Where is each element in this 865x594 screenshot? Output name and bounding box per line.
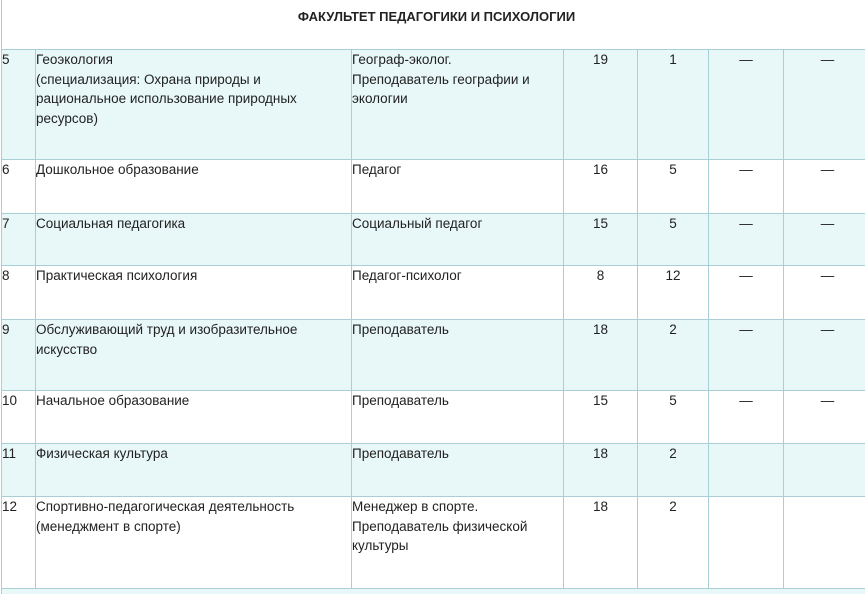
qualification-cell bbox=[352, 391, 564, 444]
qualification-cell bbox=[352, 266, 564, 320]
count-value-d-cell bbox=[784, 160, 865, 214]
count-value-d-cell bbox=[784, 50, 865, 160]
row-number: 10 bbox=[2, 393, 18, 408]
table-row bbox=[2, 391, 865, 444]
qualification-line: Географ-эколог. bbox=[352, 52, 452, 67]
table-row bbox=[2, 444, 865, 497]
count-value-a: 18 bbox=[592, 446, 609, 461]
count-value-b-cell bbox=[638, 266, 709, 320]
count-value-c-cell bbox=[709, 50, 784, 160]
count-value-d-cell bbox=[784, 320, 865, 391]
specialty-cell bbox=[36, 320, 352, 391]
count-value-c: — bbox=[739, 52, 753, 67]
table-row bbox=[2, 50, 865, 160]
count-value-a: 15 bbox=[592, 393, 609, 408]
count-value-a-cell bbox=[564, 497, 638, 589]
count-value-a-cell bbox=[564, 444, 638, 497]
faculty-table bbox=[1, 0, 865, 594]
count-value-c-cell bbox=[709, 320, 784, 391]
qualification-cell bbox=[352, 320, 564, 391]
specialty-cell bbox=[36, 497, 352, 589]
specialty-line: искусство bbox=[36, 341, 98, 357]
count-value-a-cell bbox=[564, 391, 638, 444]
row-number: 11 bbox=[2, 446, 17, 461]
faculty-header-row bbox=[2, 0, 865, 50]
count-value-c-cell bbox=[709, 160, 784, 214]
specialty-line: Дошкольное образование bbox=[36, 162, 199, 177]
count-value-c: — bbox=[739, 216, 753, 231]
row-number-cell bbox=[2, 497, 36, 589]
count-value-d: — bbox=[820, 393, 835, 408]
row-number: 12 bbox=[2, 499, 18, 514]
table-row bbox=[2, 214, 865, 266]
count-value-b-cell bbox=[638, 320, 709, 391]
partial-row-cell bbox=[2, 589, 865, 594]
row-number: 8 bbox=[2, 268, 10, 283]
specialty-cell bbox=[36, 160, 352, 214]
count-value-a: 15 bbox=[592, 216, 609, 231]
count-value-b: 2 bbox=[669, 499, 677, 514]
qualification-cell bbox=[352, 444, 564, 497]
count-value-b-cell bbox=[638, 444, 709, 497]
count-value-b-cell bbox=[638, 391, 709, 444]
count-value-d-cell bbox=[784, 444, 865, 497]
count-value-d-cell bbox=[784, 391, 865, 444]
faculty-title: ФАКУЛЬТЕТ ПЕДАГОГИКИ И ПСИХОЛОГИИ bbox=[297, 9, 576, 24]
specialty-line: Начальное образование bbox=[36, 393, 190, 408]
row-number: 5 bbox=[2, 52, 10, 67]
qualification-cell bbox=[352, 497, 564, 589]
count-value-c-cell bbox=[709, 497, 784, 589]
specialty-line: (специализация: Охрана природы и bbox=[36, 71, 261, 87]
count-value-d-cell bbox=[784, 266, 865, 320]
specialty-cell bbox=[36, 391, 352, 444]
count-value-d: — bbox=[820, 216, 835, 231]
count-value-b-cell bbox=[638, 214, 709, 266]
table-body bbox=[2, 0, 865, 594]
count-value-d-cell bbox=[784, 497, 865, 589]
qualification-line: Социальный педагог bbox=[352, 216, 483, 231]
count-value-d: — bbox=[820, 52, 835, 67]
specialty-line: Практическая психология bbox=[36, 268, 198, 283]
count-value-a: 8 bbox=[596, 268, 605, 283]
row-number: 7 bbox=[2, 216, 10, 231]
specialty-line: Спортивно-педагогическая деятельность bbox=[36, 499, 295, 514]
row-number-cell bbox=[2, 214, 36, 266]
count-value-c: — bbox=[739, 162, 753, 177]
faculty-title-cell bbox=[2, 0, 865, 50]
row-number-cell bbox=[2, 320, 36, 391]
table-row bbox=[2, 497, 865, 589]
count-value-b: 2 bbox=[669, 322, 677, 337]
row-number-cell bbox=[2, 391, 36, 444]
count-value-d: — bbox=[820, 162, 835, 177]
qualification-cell bbox=[352, 214, 564, 266]
count-value-a: 19 bbox=[592, 52, 609, 67]
count-value-a-cell bbox=[564, 266, 638, 320]
count-value-a: 18 bbox=[592, 322, 609, 337]
qualification-cell bbox=[352, 160, 564, 214]
qualification-line: Преподаватель bbox=[352, 393, 449, 408]
count-value-b: 5 bbox=[669, 393, 677, 408]
count-value-b: 12 bbox=[665, 268, 681, 283]
count-value-d: — bbox=[820, 268, 835, 283]
row-number: 9 bbox=[2, 322, 10, 337]
qualification-line: Преподаватель географии и bbox=[352, 71, 530, 87]
table-row bbox=[2, 160, 865, 214]
count-value-a: 16 bbox=[592, 162, 609, 177]
row-number: 6 bbox=[2, 162, 10, 177]
table-row-partial bbox=[2, 589, 865, 594]
specialty-cell bbox=[36, 50, 352, 160]
specialty-line: (менеджмент в спорте) bbox=[36, 518, 181, 534]
count-value-a-cell bbox=[564, 320, 638, 391]
count-value-a-cell bbox=[564, 160, 638, 214]
row-number-cell bbox=[2, 266, 36, 320]
qualification-line: культуры bbox=[352, 538, 409, 553]
specialty-line: Геоэкология bbox=[36, 52, 113, 67]
count-value-c-cell bbox=[709, 391, 784, 444]
qualification-line: Преподаватель bbox=[352, 322, 449, 337]
count-value-b-cell bbox=[638, 160, 709, 214]
count-value-c-cell bbox=[709, 214, 784, 266]
count-value-b-cell bbox=[638, 497, 709, 589]
table-row bbox=[2, 320, 865, 391]
row-number-cell bbox=[2, 160, 36, 214]
count-value-c: — bbox=[739, 393, 753, 408]
count-value-c-cell bbox=[709, 444, 784, 497]
count-value-a-cell bbox=[564, 50, 638, 160]
specialty-line: рациональное использование природных bbox=[36, 91, 297, 106]
row-number-cell bbox=[2, 444, 36, 497]
count-value-b: 1 bbox=[669, 52, 677, 67]
qualification-line: Преподаватель bbox=[352, 446, 449, 461]
count-value-c-cell bbox=[709, 266, 784, 320]
qualification-line: Педагог-психолог bbox=[352, 268, 462, 283]
specialty-cell bbox=[36, 444, 352, 497]
row-number-cell bbox=[2, 50, 36, 160]
qualification-line: Педагог bbox=[352, 162, 402, 177]
count-value-a: 18 bbox=[592, 499, 609, 514]
qualification-line: Преподаватель физической bbox=[352, 518, 528, 534]
count-value-b: 5 bbox=[669, 216, 677, 231]
count-value-d: — bbox=[820, 322, 835, 337]
specialty-line: Обслуживающий труд и изобразительное bbox=[36, 322, 298, 337]
count-value-b: 5 bbox=[669, 162, 677, 177]
count-value-a-cell bbox=[564, 214, 638, 266]
qualification-line: экологии bbox=[352, 91, 408, 106]
specialty-line: Социальная педагогика bbox=[36, 216, 186, 231]
count-value-b-cell bbox=[638, 50, 709, 160]
qualification-line: Менеджер в спорте. bbox=[352, 499, 479, 514]
specialty-line: ресурсов) bbox=[36, 110, 98, 126]
specialty-line: Физическая культура bbox=[36, 446, 168, 461]
specialty-cell bbox=[36, 214, 352, 266]
table-row bbox=[2, 266, 865, 320]
specialty-cell bbox=[36, 266, 352, 320]
qualification-cell bbox=[352, 50, 564, 160]
count-value-c: — bbox=[739, 322, 753, 337]
count-value-b: 2 bbox=[669, 446, 677, 461]
count-value-c: — bbox=[739, 268, 753, 283]
count-value-d-cell bbox=[784, 214, 865, 266]
